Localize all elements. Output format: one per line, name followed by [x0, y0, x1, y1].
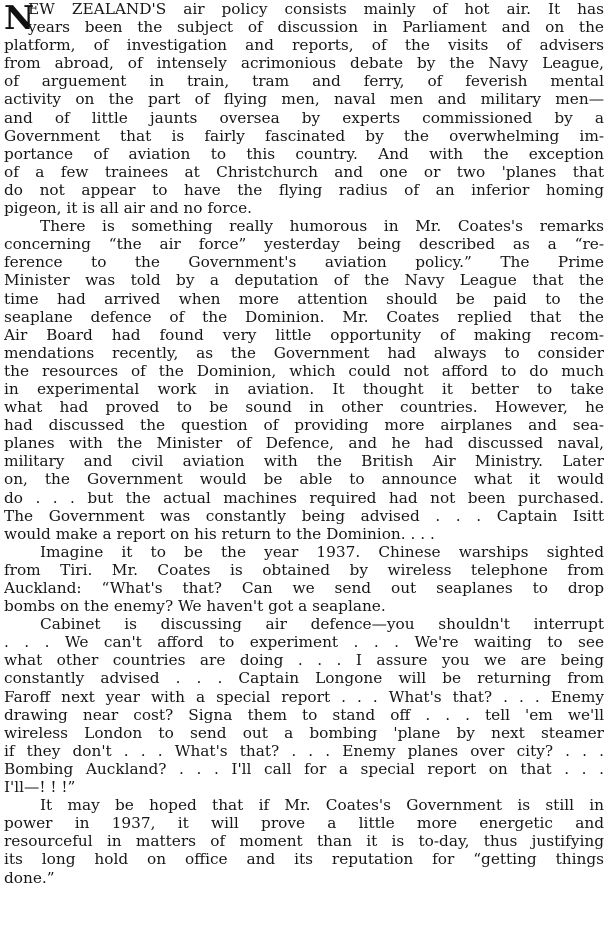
- text-line: years been the subject of discussion in Parliament and on the: [28, 18, 604, 37]
- text-line: what had proved to be sound in other countries. However, he: [4, 398, 604, 417]
- text-line: Government that is fairly fascinated by the overwhelming im-: [4, 126, 604, 145]
- text-line: constantly advised . . . Captain Longone will be returning from: [4, 669, 604, 688]
- text-line: pigeon, it is all air and no force.: [4, 199, 252, 218]
- text-line: platform, of investigation and reports, of the visits of advisers: [4, 36, 604, 55]
- text-line: planes with the Minister of Defence, and he had discussed naval,: [4, 434, 604, 453]
- text-line: from Tiri. Mr. Coates is obtained by wireless telephone from: [4, 560, 604, 579]
- text-line: Auckland: “What's that? Can we send out seaplanes to drop: [4, 579, 604, 597]
- text-line: Minister was told by a deputation of the Navy League that the: [4, 271, 604, 290]
- text-line: power in 1937, it will prove a little more energetic and: [4, 814, 604, 833]
- text-line: bombs on the enemy? We haven't got a seaplane.: [4, 597, 386, 616]
- text-line: It may be hoped that if Mr. Coates's Government is still in: [40, 796, 604, 815]
- text-line: Faroff next year with a special report . . . What's that? . . . Enemy: [4, 687, 604, 706]
- text-line: The Government was constantly being advised . . . Captain Isitt: [4, 506, 604, 525]
- text-line: had discussed the question of providing more airplanes and sea-: [4, 416, 604, 435]
- text-line: done.”: [4, 868, 55, 887]
- text-line: time had arrived when more attention should be paid to the: [4, 289, 604, 308]
- article-column: [4, 0, 604, 928]
- text-line: Bombing Auckland? . . . I'll call for a special report on that . . .: [4, 759, 604, 778]
- text-line: what other countries are doing . . . I assure you we are being: [4, 651, 604, 670]
- text-line: Air Board had found very little opportunity of making recom-: [4, 325, 604, 344]
- text-line: its long hold on office and its reputation for “getting things: [4, 850, 604, 869]
- text-line: do not appear to have the flying radius of an inferior homing: [4, 180, 604, 199]
- drop-cap: N: [4, 0, 35, 37]
- paragraph: [4, 217, 604, 543]
- paragraph: [4, 0, 604, 217]
- article-body: [4, 0, 604, 887]
- text-line: mendations recently, as the Government had always to consider: [4, 343, 604, 362]
- text-line: do . . . but the actual machines required had not been purchased.: [4, 488, 604, 507]
- text-line: seaplane defence of the Dominion. Mr. Coates replied that the: [4, 307, 604, 326]
- text-line: if they don't . . . What's that? . . . Enemy planes over city? . . .: [4, 741, 604, 760]
- text-line: wireless London to send out a bombing 'plane by next steamer: [4, 723, 604, 742]
- text-line: the resources of the Dominion, which could not afford to do much: [4, 361, 604, 380]
- text-line: and of little jaunts oversea by experts commissioned by a: [4, 108, 604, 127]
- text-line: . . . We can't afford to experiment . . . We're waiting to see: [4, 633, 604, 652]
- paragraph: [4, 543, 604, 615]
- text-line: would make a report on his return to the Dominion. . . .: [4, 524, 435, 543]
- paragraph: [4, 796, 604, 886]
- text-line: concerning “the air force” yesterday being described as a “re-: [4, 235, 604, 254]
- text-line: military and civil aviation with the British Air Ministry. Later: [4, 452, 604, 471]
- text-line: of arguement in train, tram and ferry, of feverish mental: [4, 72, 604, 91]
- text-line: Imagine it to be the year 1937. Chinese warships sighted: [40, 542, 604, 561]
- text-line: EW ZEALAND'S air policy consists mainly of hot air. It has: [28, 0, 604, 18]
- text-line: drawing near cost? Signa them to stand off . . . tell 'em we'll: [4, 705, 604, 724]
- text-line: from abroad, of intensely acrimonious debate by the Navy League,: [4, 54, 604, 73]
- text-line: in experimental work in aviation. It thought it better to take: [4, 379, 604, 398]
- text-line: of a few trainees at Christchurch and one or two 'planes that: [4, 162, 604, 181]
- text-line: activity on the part of flying men, naval men and military men—: [4, 90, 604, 109]
- text-line: I'll—! ! !”: [4, 778, 76, 797]
- text-line: There is something really humorous in Mr. Coates's remarks: [40, 217, 604, 236]
- text-line: resourceful in matters of moment than it is to-day, thus justifying: [4, 832, 604, 851]
- text-line: Cabinet is discussing air defence—you shouldn't interrupt: [40, 615, 604, 634]
- text-line: portance of aviation to this country. And with the exception: [4, 144, 604, 163]
- text-line: on, the Government would be able to announce what it would: [4, 470, 604, 489]
- text-line: ference to the Government's aviation policy.” The Prime: [4, 253, 604, 272]
- paragraph: [4, 615, 604, 796]
